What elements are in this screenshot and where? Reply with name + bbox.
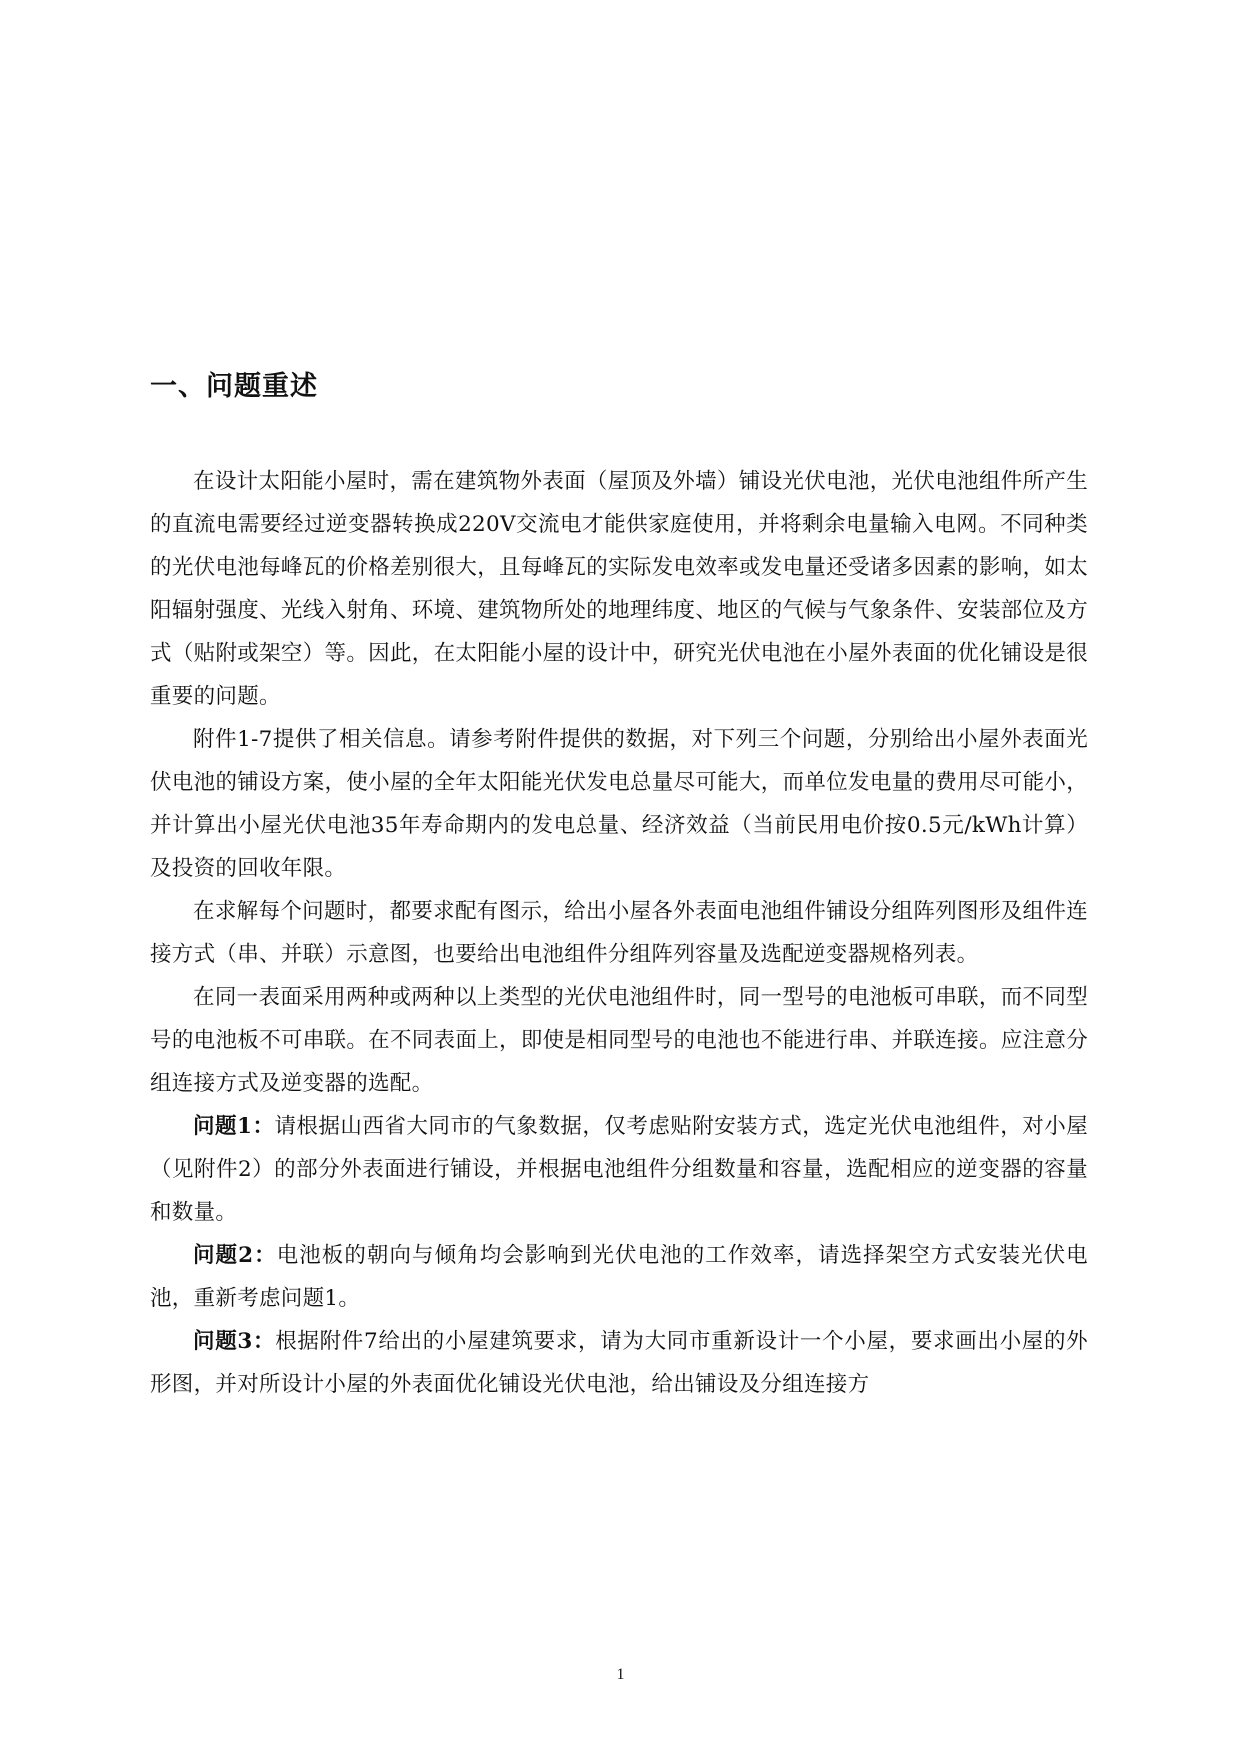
- section-heading: 一、问题重述: [150, 371, 318, 402]
- paragraph-text: 电池板的朝向与倾角均会影响到光伏电池的工作效率，请选择架空方式安装光伏电池，重新考虑问题1。: [150, 1243, 1088, 1311]
- body-text: [150, 460, 1088, 1406]
- paragraph-text: 附件1-7提供了相关信息。请参考附件提供的数据，对下列三个问题，分别给出小屋外表面光伏电池的铺设方案，使小屋的全年太阳能光伏发电总量尽可能大，而单位发电量的费用尽可能小，并计算出小屋光伏电池35年寿命期内的发电总量、经济效益（当前民用电价按0.5元/kWh计算）及投资的回收年限。: [150, 727, 1088, 881]
- paragraph-lead: 问题1：: [193, 1114, 275, 1139]
- problem-3-paragraph: [150, 1320, 1088, 1406]
- paragraph-text: 在同一表面采用两种或两种以上类型的光伏电池组件时，同一型号的电池板可串联，而不同型号的电池板不可串联。在不同表面上，即使是相同型号的电池也不能进行串、并联连接。应注意分组连接方式及逆变器的选配。: [150, 985, 1088, 1096]
- problem-2-paragraph: [150, 1234, 1088, 1320]
- paragraph: [150, 718, 1088, 890]
- paragraph: [150, 890, 1088, 976]
- paragraph-text: 在求解每个问题时，都要求配有图示，给出小屋各外表面电池组件铺设分组阵列图形及组件连接方式（串、并联）示意图，也要给出电池组件分组阵列容量及选配逆变器规格列表。: [150, 899, 1088, 967]
- paragraph: [150, 460, 1088, 718]
- page-number: 1: [616, 1666, 625, 1683]
- paragraph: [150, 976, 1088, 1105]
- problem-1-paragraph: [150, 1105, 1088, 1234]
- paragraph-lead: 问题3：: [193, 1329, 276, 1354]
- paragraph-text: 请根据山西省大同市的气象数据，仅考虑贴附安装方式，选定光伏电池组件，对小屋（见附件2）的部分外表面进行铺设，并根据电池组件分组数量和容量，选配相应的逆变器的容量和数量。: [150, 1114, 1088, 1225]
- paragraph-lead: 问题2：: [193, 1243, 277, 1268]
- paragraph-text: 在设计太阳能小屋时，需在建筑物外表面（屋顶及外墙）铺设光伏电池，光伏电池组件所产生的直流电需要经过逆变器转换成220V交流电才能供家庭使用，并将剩余电量输入电网。不同种类的光伏电池每峰瓦的价格差别很大，且每峰瓦的实际发电效率或发电量还受诸多因素的影响，如太阳辐射强度、光线入射角、环境、建筑物所处的地理纬度、地区的气候与气象条件、安装部位及方式（贴附或架空）等。因此，在太阳能小屋的设计中，研究光伏电池在小屋外表面的优化铺设是很重要的问题。: [150, 469, 1088, 709]
- paragraph-text: 根据附件7给出的小屋建筑要求，请为大同市重新设计一个小屋，要求画出小屋的外形图，并对所设计小屋的外表面优化铺设光伏电池，给出铺设及分组连接方: [150, 1329, 1088, 1397]
